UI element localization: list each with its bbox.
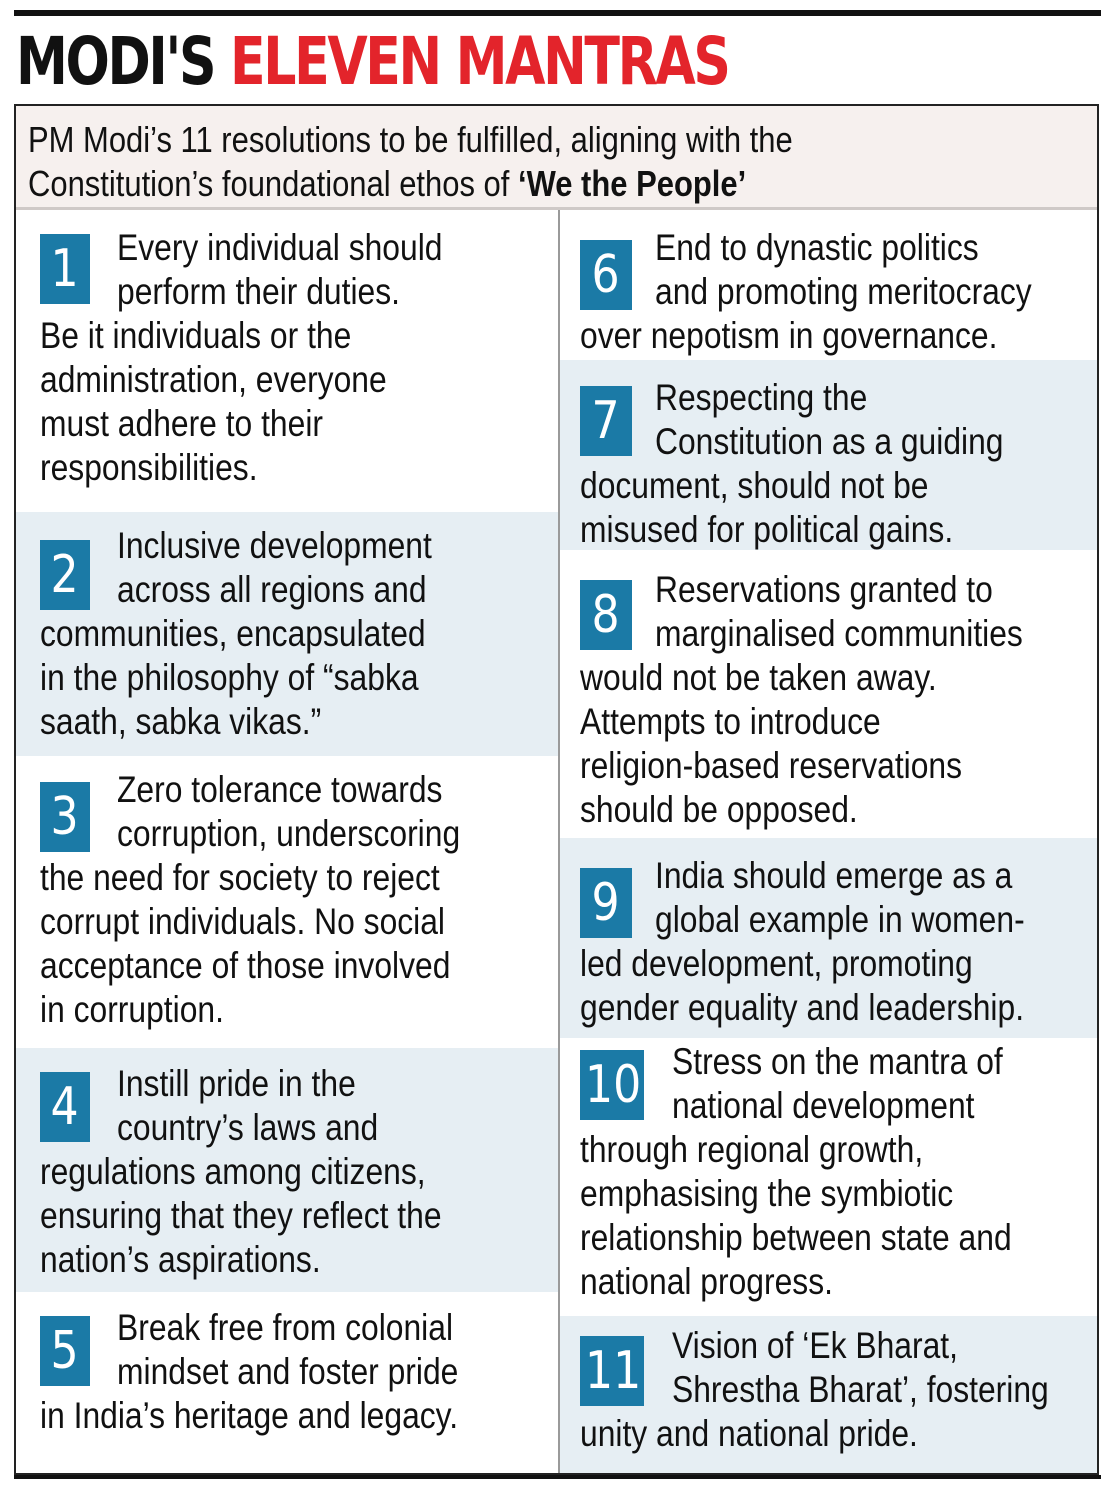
resolution-1-text: Every individual should perform their duties. Be it individuals or the administration, everyone must adhere to their responsibilities. — [40, 227, 443, 488]
resolution-3-text: Zero tolerance towards corruption, underscoring the need for society to reject corrupt individuals. No social acceptance of those involved in corruption. — [40, 769, 461, 1030]
resolution-9-text: India should emerge as a global example in women- led development, promoting gender equality and leadership. — [580, 855, 1025, 1028]
resolution-3 — [16, 756, 558, 1048]
number-box-5: 5 — [40, 1316, 90, 1386]
intro-line-2-text: Constitution’s foundational ethos of — [28, 163, 518, 204]
resolution-4 — [16, 1048, 558, 1292]
intro-line-2 — [28, 162, 947, 206]
resolution-8 — [560, 550, 1099, 838]
number-box-7: 7 — [580, 386, 632, 456]
headline — [16, 22, 729, 102]
intro-strip — [16, 106, 1097, 210]
resolution-6-text: End to dynastic politics and promoting meritocracy over nepotism in governance. — [580, 227, 1032, 356]
number-box-9: 9 — [580, 868, 632, 938]
resolution-8-text: Reservations granted to marginalised communities would not be taken away. Attempts to introduce religion-based reservations should be opposed. — [580, 569, 1023, 830]
bottom-rule — [14, 1475, 1101, 1479]
resolution-1 — [16, 210, 558, 512]
resolution-5 — [16, 1292, 558, 1475]
resolution-9 — [560, 838, 1099, 1038]
resolution-6 — [560, 210, 1099, 360]
number-box-6: 6 — [580, 240, 632, 310]
number-box-10: 10 — [580, 1050, 644, 1120]
content-frame — [14, 104, 1099, 1475]
number-box-8: 8 — [580, 580, 632, 650]
resolution-4-text: Instill pride in the country’s laws and regulations among citizens, ensuring that they reflect the nation’s aspirations. — [40, 1063, 442, 1280]
resolution-11 — [560, 1316, 1099, 1475]
resolution-5-text: Break free from colonial mindset and foster pride in India’s heritage and legacy. — [40, 1307, 459, 1436]
resolution-11-text: Vision of ‘Ek Bharat, Shrestha Bharat’, fostering unity and national pride. — [580, 1325, 1049, 1454]
number-box-11: 11 — [580, 1336, 644, 1406]
resolution-10 — [560, 1038, 1099, 1316]
number-box-3: 3 — [40, 782, 90, 852]
resolution-2 — [16, 512, 558, 756]
number-box-1: 1 — [40, 234, 90, 304]
headline-part2: ELEVEN MANTRAS — [229, 23, 729, 100]
resolution-10-text: Stress on the mantra of national development through regional growth, emphasising the symbiotic relationship between state and national progress. — [580, 1041, 1012, 1302]
resolution-7-text: Respecting the Constitution as a guiding document, should not be misused for political gains. — [580, 377, 1004, 550]
headline-part1: MODI'S — [16, 23, 215, 100]
intro-line-1: PM Modi’s 11 resolutions to be fulfilled, aligning with the — [28, 119, 793, 160]
number-box-4: 4 — [40, 1072, 90, 1142]
resolution-7 — [560, 360, 1099, 550]
resolution-2-text: Inclusive development across all regions and communities, encapsulated in the philosophy of “sabka saath, sabka vikas.” — [40, 525, 432, 742]
top-rule — [14, 10, 1101, 16]
intro-emphasis: ‘We the People’ — [517, 163, 747, 204]
number-box-2: 2 — [40, 540, 90, 610]
